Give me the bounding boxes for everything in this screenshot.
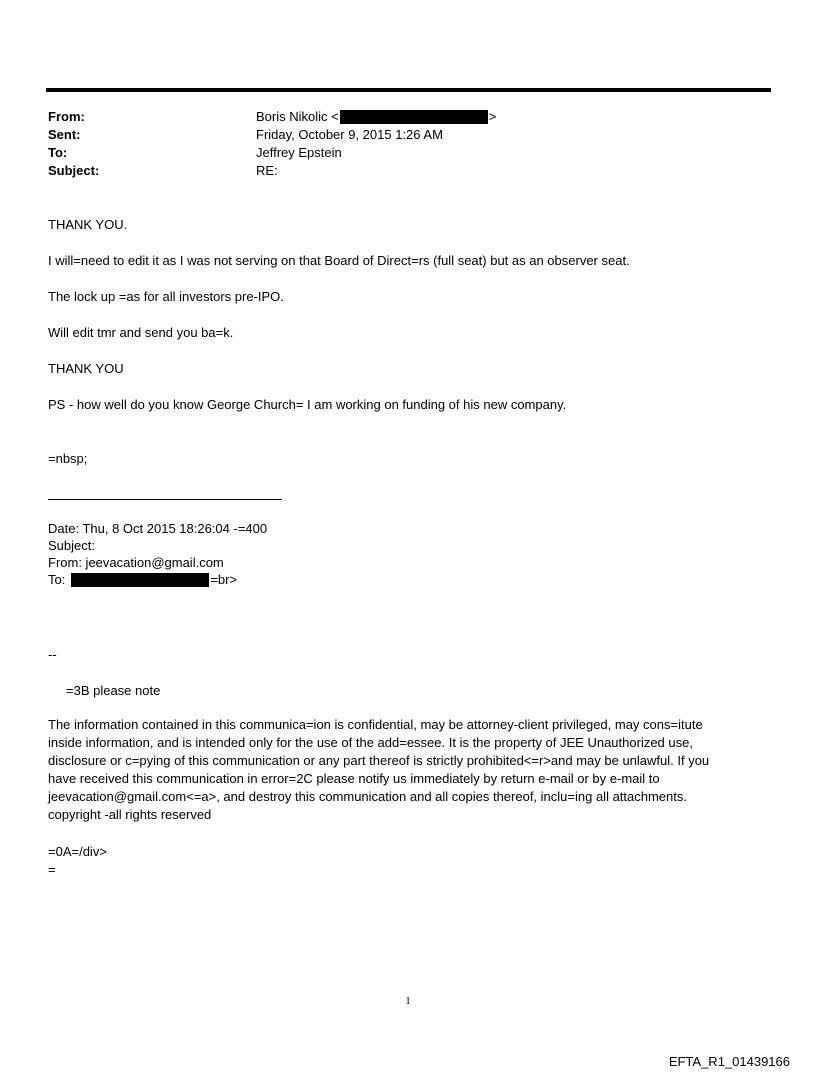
signature-note: =3B please note: [66, 683, 161, 698]
from-close: >: [488, 109, 497, 124]
disclaimer-line-3: disclosure or c=pying of this communication or any part thereof is strictly prohibited<=r>and may be unlawful. If you: [48, 753, 710, 768]
forwarded-date: Date: Thu, 8 Oct 2015 18:26:04 -=400: [48, 521, 268, 536]
from-value: [256, 108, 748, 126]
sent-value: Friday, October 9, 2015 1:26 AM: [256, 127, 443, 142]
disclaimer-line-5: jeevacation@gmail.com<=a>, and destroy this communication and all copies thereof, inclu=ing all attachments.: [48, 789, 687, 804]
subject-value: RE:: [256, 163, 278, 178]
email-header: [48, 108, 748, 180]
forwarded-to: [48, 571, 267, 588]
body-line-3: The lock up =as for all investors pre-IPO.: [48, 289, 284, 304]
sent-label: Sent:: [48, 127, 81, 142]
trailer-line-1: =0A=/div>: [48, 844, 107, 859]
body-line-1: THANK YOU.: [48, 217, 128, 232]
forwarded-to-prefix: To:: [48, 572, 66, 587]
body-line-7: =nbsp;: [48, 451, 88, 466]
from-name: Boris Nikolic <: [256, 109, 339, 124]
disclaimer-line-4: have received this communication in error=2C please notify us immediately by return e-mail or by e-mail to: [48, 771, 660, 786]
body-line-2: I will=need to edit it as I was not serving on that Board of Direct=rs (full seat) but as an observer seat.: [48, 253, 630, 268]
subject-label: Subject:: [48, 163, 100, 178]
forwarded-header: [48, 520, 267, 588]
subject-row: [48, 162, 748, 180]
body-line-5: THANK YOU: [48, 361, 124, 376]
disclaimer-line-2: inside information, and is intended only for the use of the add=essee. It is the property of JEE Unauthorized use,: [48, 735, 693, 750]
sent-row: [48, 126, 748, 144]
body-line-6: PS - how well do you know George Church= I am working on funding of his new company.: [48, 397, 567, 412]
confidentiality-disclaimer: [48, 716, 758, 824]
trailer-line-2: =: [48, 862, 56, 877]
forwarded-subject: Subject:: [48, 538, 95, 553]
document-id: EFTA_R1_01439166: [668, 1054, 790, 1069]
redacted-recipient: [71, 573, 209, 587]
to-label: To:: [48, 145, 68, 160]
to-value: Jeffrey Epstein: [256, 145, 342, 160]
forwarded-from: From: jeevacation@gmail.com: [48, 555, 224, 570]
from-row: [48, 108, 748, 126]
disclaimer-line-1: The information contained in this communica=ion is confidential, may be attorney-client privileged, may cons=itute: [48, 717, 703, 732]
signature-dashes: --: [48, 647, 57, 662]
from-label: From:: [48, 109, 85, 124]
page-number: 1: [405, 995, 411, 1007]
disclaimer-line-6: copyright -all rights reserved: [48, 807, 212, 822]
top-divider: [46, 88, 771, 92]
forwarded-to-suffix: =br>: [210, 572, 238, 587]
redacted-email: [340, 110, 488, 124]
body-line-4: Will edit tmr and send you ba=k.: [48, 325, 234, 340]
forward-divider: [48, 499, 282, 500]
to-row: [48, 144, 748, 162]
